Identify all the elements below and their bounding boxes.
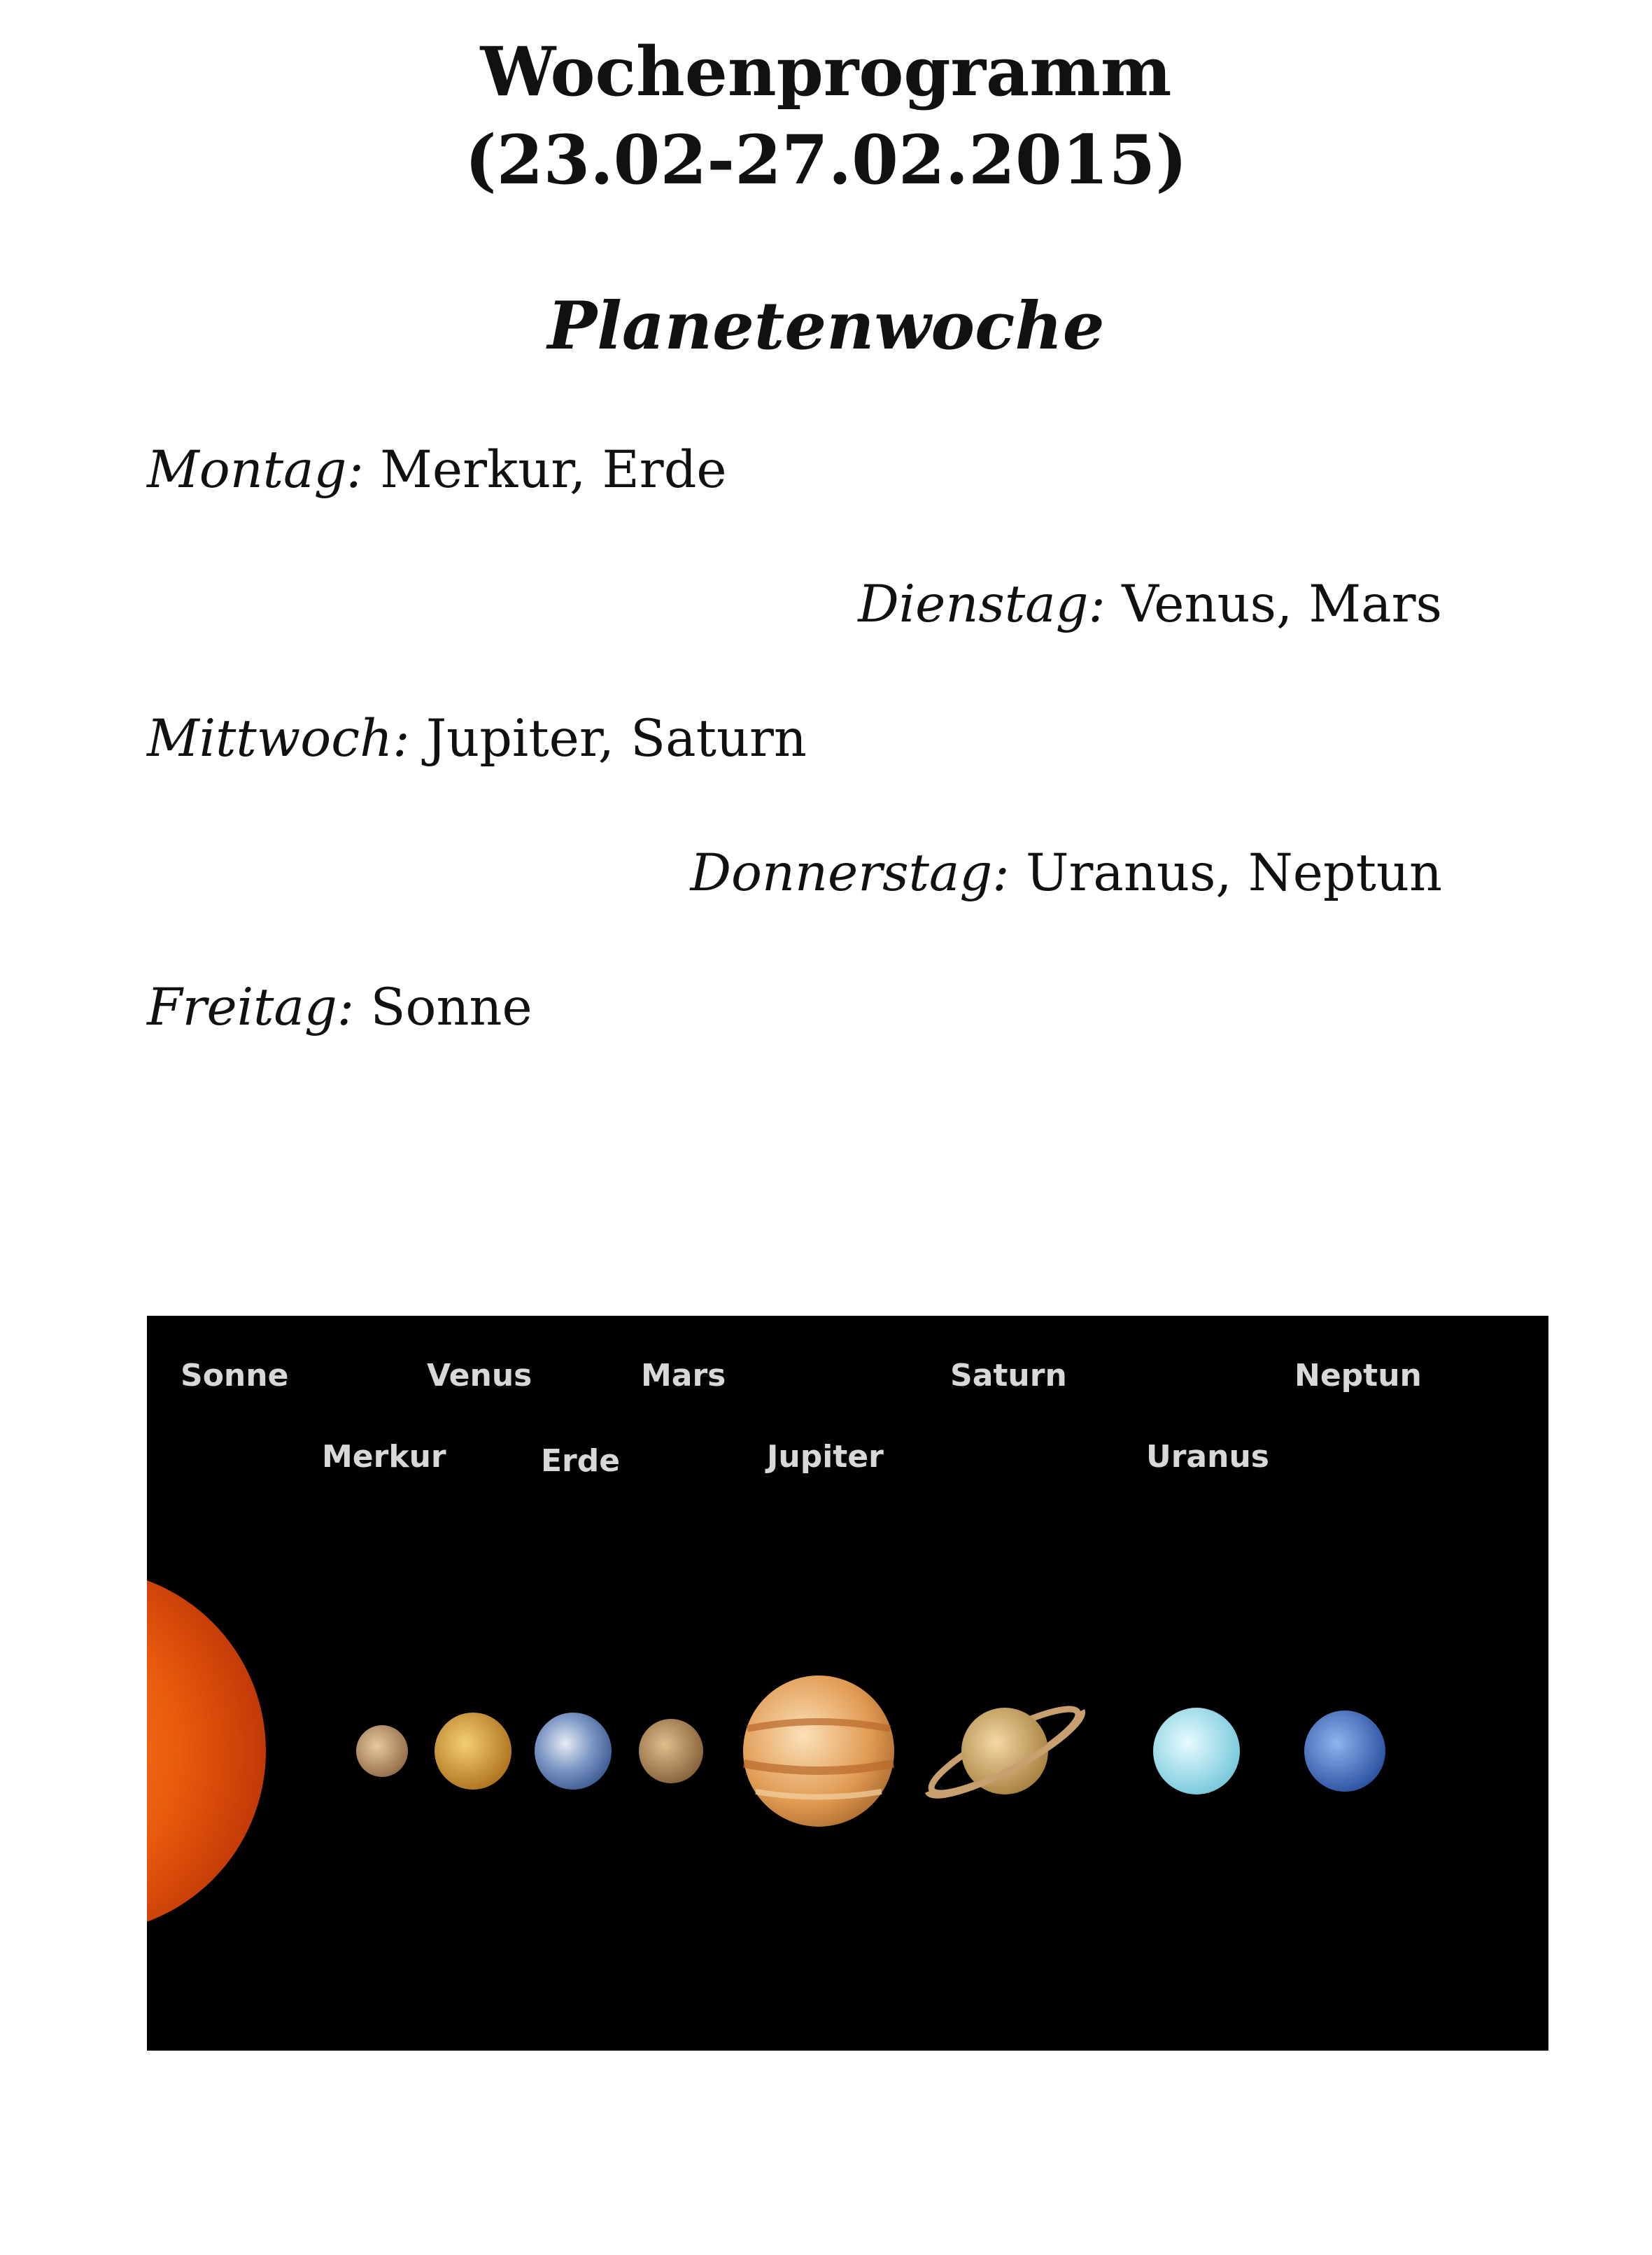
page-title [0, 28, 1652, 204]
label-mars: Mars [641, 1358, 726, 1393]
day-topics: Merkur, Erde [380, 440, 727, 500]
title-line-1: Wochenprogramm [480, 32, 1172, 111]
day-topics: Jupiter, Saturn [425, 709, 807, 768]
planet-jupiter [743, 1676, 894, 1827]
label-venus: Venus [427, 1358, 532, 1393]
label-sonne: Sonne [181, 1358, 289, 1393]
day-label: Dienstag: [858, 575, 1106, 634]
day-topics: Venus, Mars [1122, 575, 1442, 634]
label-neptun: Neptun [1294, 1358, 1422, 1393]
day-topics: Sonne [370, 978, 532, 1037]
schedule-row-dienstag [858, 574, 1442, 635]
day-label: Donnerstag: [690, 843, 1010, 903]
planet-erde [535, 1713, 612, 1790]
title-line-2: (23.02-27.02.2015) [465, 120, 1187, 199]
solar-system-image [147, 1316, 1548, 2051]
planet-uranus [1153, 1708, 1240, 1794]
schedule-row-montag [147, 440, 727, 501]
label-jupiter: Jupiter [767, 1439, 884, 1475]
label-merkur: Merkur [322, 1439, 446, 1475]
planet-mars [639, 1719, 703, 1783]
page-subtitle: Planetenwoche [547, 288, 1105, 365]
solar-system-svg [147, 1316, 1548, 2051]
label-uranus: Uranus [1146, 1439, 1269, 1475]
day-label: Montag: [147, 440, 364, 500]
day-label: Mittwoch: [147, 709, 410, 768]
schedule-row-donnerstag [691, 843, 1442, 904]
planet-merkur [356, 1725, 408, 1777]
planet-venus [435, 1713, 511, 1790]
planet-neptun [1304, 1710, 1385, 1792]
label-saturn: Saturn [950, 1358, 1067, 1393]
label-erde: Erde [541, 1443, 621, 1479]
day-label: Freitag: [147, 978, 355, 1037]
schedule-row-freitag [147, 977, 532, 1039]
day-topics: Uranus, Neptun [1025, 843, 1442, 903]
schedule-row-mittwoch [147, 708, 807, 770]
